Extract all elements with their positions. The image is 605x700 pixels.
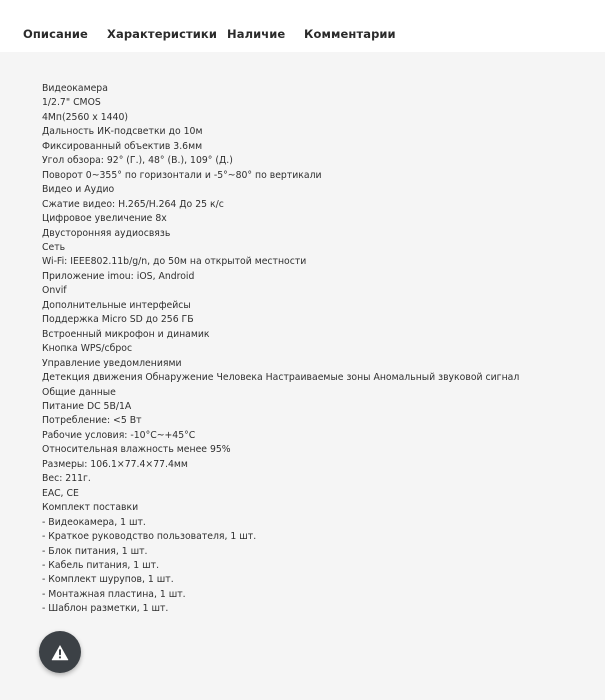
tab-comments[interactable]: Комментарии [304,27,396,41]
spec-line: Сеть [42,241,66,253]
spec-line: Wi-Fi: IEEE802.11b/g/n, до 50м на открытой местности [42,256,307,268]
spec-line: Цифровое увеличение 8х [42,213,167,225]
spec-line: - Кабель питания, 1 шт. [42,559,160,571]
spec-line: Onvif [42,285,67,297]
spec-line: - Монтажная пластина, 1 шт. [42,588,186,600]
spec-line: Потребление: <5 Вт [42,415,142,427]
spec-line: - Краткое руководство пользователя, 1 шт. [42,531,257,543]
alert-button[interactable] [39,631,81,673]
tab-specifications[interactable]: Характеристики [107,27,217,41]
spec-line: Рабочие условия: -10°C~+45°C [42,429,196,441]
spec-line: Приложение imou: iOS, Android [42,270,195,282]
spec-line: 1/2.7" CMOS [42,97,101,109]
spec-line: Видеокамера [42,83,108,94]
spec-line: Относительная влажность менее 95% [42,444,231,456]
warning-triangle-icon [51,644,69,661]
spec-line: Дальность ИК-подсветки до 10м [42,126,203,138]
spec-line: Угол обзора: 92° (Г.), 48° (В.), 109° (Д.) [42,155,233,167]
description-content [42,82,592,617]
spec-line: Управление уведомлениями [42,357,182,369]
spec-line: Сжатие видео: H.265/H.264 До 25 к/с [42,198,224,210]
spec-line: - Комплект шурупов, 1 шт. [42,574,174,586]
tab-availability[interactable]: Наличие [227,27,286,41]
spec-line: Дополнительные интерфейсы [42,299,191,311]
spec-line: Кнопка WPS/сброс [42,343,133,355]
spec-line: Комплект поставки [42,502,139,514]
spec-line: Общие данные [42,386,116,398]
tab-bar [0,0,605,52]
tab-description[interactable]: Описание [23,27,88,41]
spec-line: Видео и Аудио [42,184,115,196]
spec-line: - Шаблон разметки, 1 шт. [42,603,169,615]
spec-line: - Видеокамера, 1 шт. [42,516,146,528]
spec-line: Размеры: 106.1×77.4×77.4мм [42,458,188,470]
spec-line: - Блок питания, 1 шт. [42,545,148,557]
spec-line: Питание DC 5В/1А [42,400,132,412]
spec-line: Поддержка Micro SD до 256 ГБ [42,314,194,326]
spec-line: Детекция движения Обнаружение Человека Настраиваемые зоны Аномальный звуковой сигнал [42,372,520,384]
spec-line: Фиксированный объектив 3.6мм [42,140,203,152]
spec-line: EAC, CE [42,487,79,499]
spec-line: Поворот 0~355° по горизонтали и -5°~80° по вертикали [42,169,322,181]
spec-line: Двусторонняя аудиосвязь [42,227,171,239]
spec-line: Вес: 211г. [42,473,91,485]
spec-line: Встроенный микрофон и динамик [42,328,210,340]
spec-line: 4Мп(2560 x 1440) [42,111,129,123]
